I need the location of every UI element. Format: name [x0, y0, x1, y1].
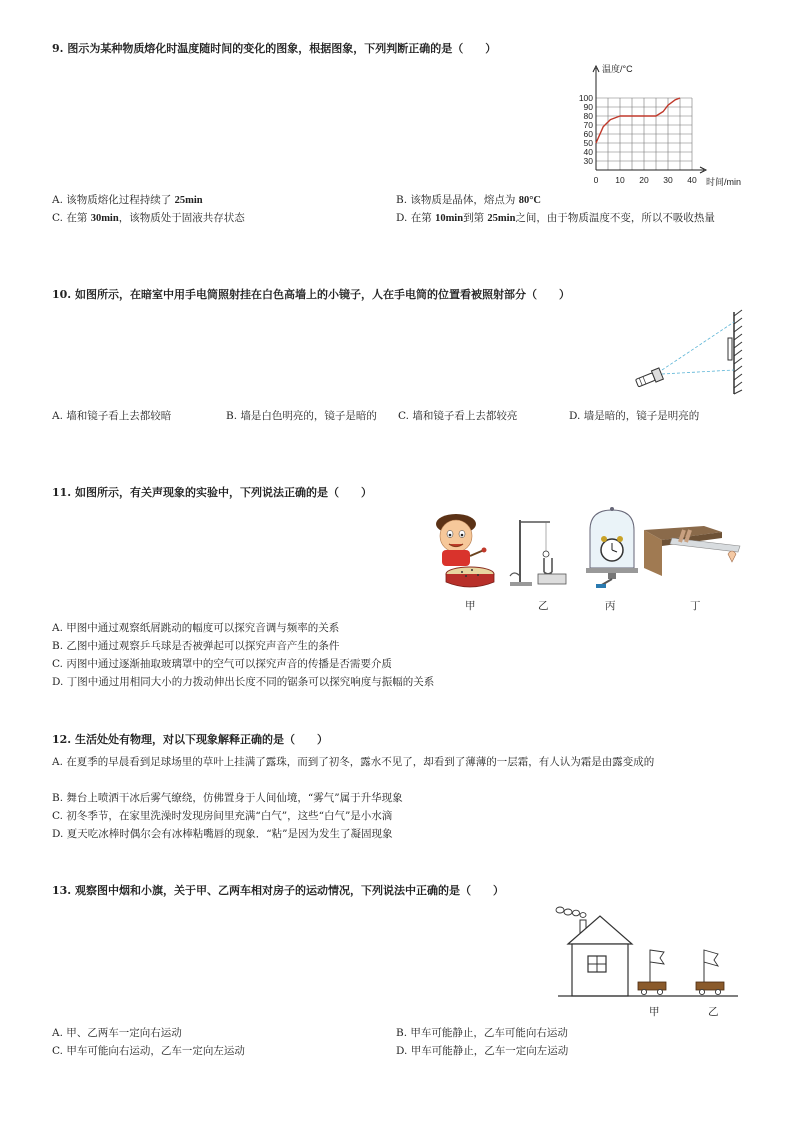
x-axis-label: 时间/min: [706, 177, 742, 187]
q11-option-b[interactable]: B. 乙图中通过观察乒乓球是否被弹起可以探究声音产生的条件: [52, 640, 340, 652]
q11-option-c[interactable]: C. 丙图中通过逐渐抽取玻璃罩中的空气可以探究声音的传播是否需要介质: [52, 658, 392, 670]
q12-option-b[interactable]: B. 舞台上喷洒干冰后雾气缭绕，仿佛置身于人间仙境，“雾气”属于升华现象: [52, 792, 403, 804]
q13-option-a[interactable]: A. 甲、乙两车一定向右运动: [52, 1027, 182, 1039]
caption-car-yi: 乙: [708, 1006, 719, 1018]
figure-bing-bell-jar: [584, 506, 640, 594]
q12-option-d[interactable]: D. 夏天吃冰棒时偶尔会有冰棒粘嘴唇的现象．“粘”是因为发生了凝固现象: [52, 828, 393, 840]
x-tick-label: 40: [687, 175, 697, 185]
question-9-stem: 9. 图示为某种物质熔化时温度随时间的变化的图象，根据图象，下列判断正确的是（ ）: [52, 42, 497, 55]
caption-car-jia: 甲: [649, 1006, 660, 1018]
temperature-time-graph: [568, 58, 748, 194]
x-tick-label: 30: [663, 175, 673, 185]
q11-option-d[interactable]: D. 丁图中通过用相同大小的力拨动伸出长度不同的锯条可以探究响度与振幅的关系: [52, 676, 435, 688]
y-tick-label: 40: [583, 147, 593, 157]
flashlight-icon: [635, 368, 664, 389]
car-jia-icon: [638, 950, 666, 995]
figure-yi-tuning-fork: [506, 512, 574, 592]
y-tick-label: 60: [583, 129, 593, 139]
x-tick-label: 20: [639, 175, 649, 185]
q10-option-c[interactable]: C. 墙和镜子看上去都较亮: [398, 410, 518, 422]
question-11-stem: 11. 如图所示，有关声现象的实验中，下列说法正确的是（ ）: [52, 486, 372, 499]
q13-option-b[interactable]: B. 甲车可能静止，乙车可能向右运动: [396, 1027, 568, 1039]
flashlight-mirror-figure: [630, 308, 750, 404]
caption-bing: 丙: [605, 600, 616, 612]
q9-option-d[interactable]: D. 在第 10min到第 25min之间，由于物质温度不变，所以不吸收热量: [396, 212, 715, 224]
q10-option-a[interactable]: A. 墙和镜子看上去都较暗: [52, 410, 172, 422]
y-tick-label: 100: [578, 93, 593, 103]
smoke-icon: [556, 907, 586, 917]
y-tick-label: 80: [583, 111, 593, 121]
x-tick-label: 10: [615, 175, 625, 185]
q9-option-b[interactable]: B. 该物质是晶体，熔点为 80°C: [396, 194, 542, 206]
question-10-stem: 10. 如图所示，在暗室中用手电筒照射挂在白色高墙上的小镜子，人在手电筒的位置看被照射部分（ ）: [52, 288, 570, 301]
melting-chart: [568, 58, 748, 198]
caption-jia: 甲: [465, 600, 476, 612]
figure-jia-drum: [426, 512, 504, 592]
house-cars-figure: [552, 902, 742, 1006]
q10-option-d[interactable]: D. 墙是暗的，镜子是明亮的: [569, 410, 700, 422]
q10-option-b[interactable]: B. 墙是白色明亮的，镜子是暗的: [226, 410, 377, 422]
y-tick-label: 90: [583, 102, 593, 112]
q9-option-a[interactable]: A. 该物质熔化过程持续了 25min: [52, 194, 203, 206]
x-tick-label: 0: [593, 175, 599, 185]
y-tick-label: 70: [583, 120, 593, 130]
y-axis-label: 温度/°C: [602, 64, 633, 74]
series-line: [596, 98, 680, 143]
q12-option-a[interactable]: A. 在夏季的早晨看到足球场里的草叶上挂满了露珠，而到了初冬，露水不见了，却看到了薄薄的一层霜，有人认为霜是由露变成的: [52, 756, 655, 768]
car-yi-icon: [696, 950, 724, 995]
q12-option-c[interactable]: C. 初冬季节，在家里洗澡时发现房间里充满“白气”，这些“白气”是小水滴: [52, 810, 393, 822]
caption-ding: 丁: [690, 600, 701, 612]
q11-option-a[interactable]: A. 甲图中通过观察纸屑跳动的幅度可以探究音调与频率的关系: [52, 622, 340, 634]
q13-option-c[interactable]: C. 甲车可能向右运动，乙车一定向左运动: [52, 1045, 245, 1057]
caption-yi: 乙: [538, 600, 549, 612]
y-tick-label: 50: [583, 138, 593, 148]
question-12-stem: 12. 生活处处有物理，对以下现象解释正确的是（ ）: [52, 733, 328, 746]
figure-ding-saw-blade: [644, 520, 742, 588]
y-tick-label: 30: [583, 156, 593, 166]
q13-option-d[interactable]: D. 甲车可能静止，乙车一定向左运动: [396, 1045, 569, 1057]
q9-option-c[interactable]: C. 在第 30min，该物质处于固液共存状态: [52, 212, 245, 224]
question-13-stem: 13. 观察图中烟和小旗，关于甲、乙两车相对房子的运动情况，下列说法中正确的是（ ）: [52, 884, 504, 897]
